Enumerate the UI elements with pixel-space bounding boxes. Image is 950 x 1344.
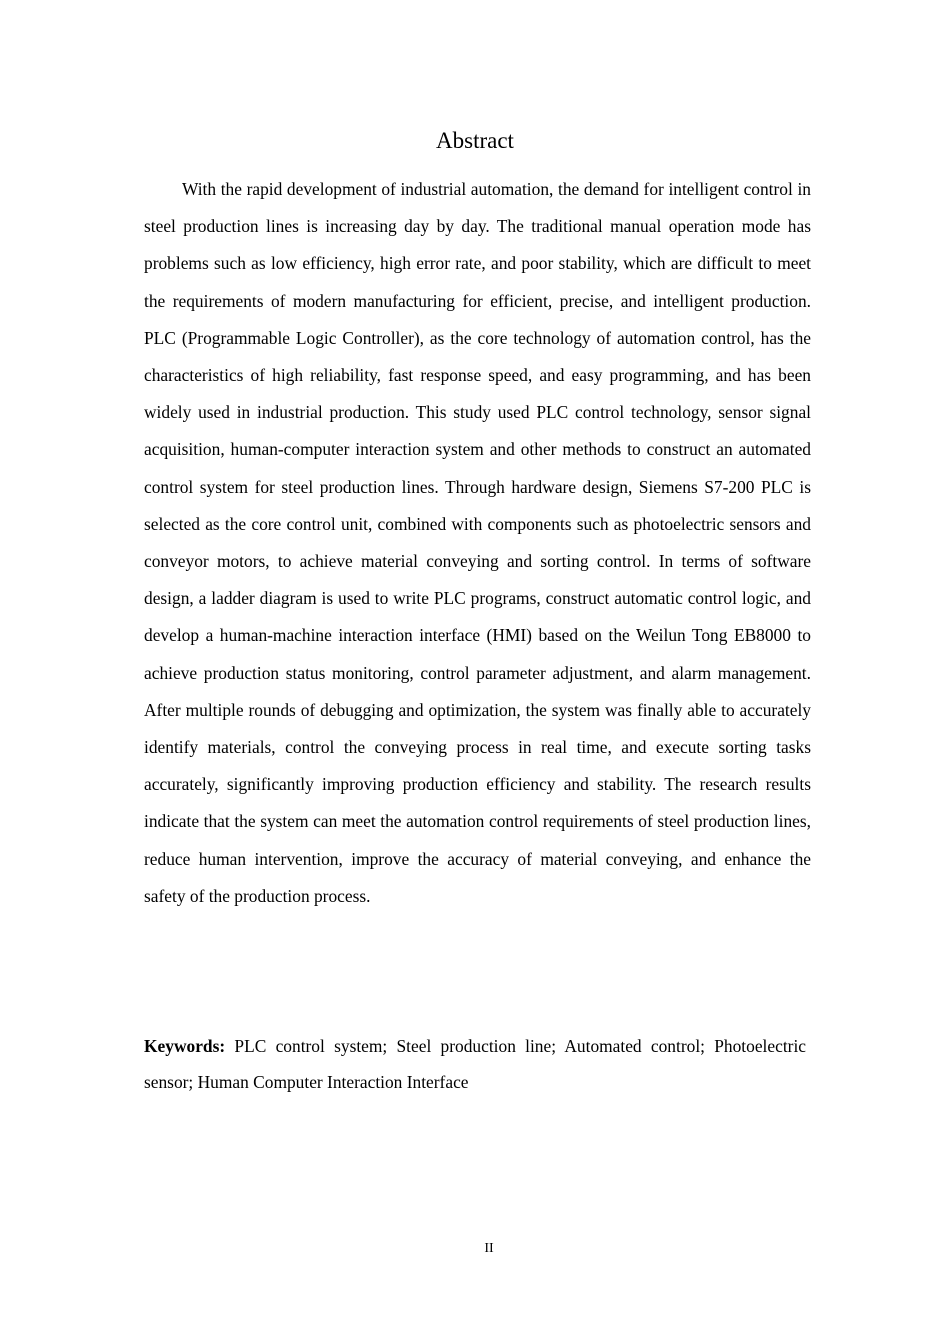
keywords-paragraph (144, 1028, 806, 1100)
keywords-list: PLC control system; Steel production line; Automated control; Photoelectric sensor; Human Computer Interaction Interface (144, 1036, 806, 1092)
abstract-body: With the rapid development of industrial automation, the demand for intelligent control in steel production lines is increasing day by day. The traditional manual operation mode has problems such as low efficiency, high error rate, and poor stability, which are difficult to meet the requirements of modern manufacturing for efficient, precise, and intelligent production. PLC (Programmable Logic Controller), as the core technology of automation control, has the characteristics of high reliability, fast response speed, and easy programming, and has been widely used in industrial production. This study used PLC control technology, sensor signal acquisition, human-computer interaction system and other methods to construct an automated control system for steel production lines. Through hardware design, Siemens S7-200 PLC is selected as the core control unit, combined with components such as photoelectric sensors and conveyor motors, to achieve material conveying and sorting control. In terms of software design, a ladder diagram is used to write PLC programs, construct automatic control logic, and develop a human-machine interaction interface (HMI) based on the Weilun Tong EB8000 to achieve production status monitoring, control parameter adjustment, and alarm management. After multiple rounds of debugging and optimization, the system was finally able to accurately identify materials, control the conveying process in real time, and execute sorting tasks accurately, significantly improving production efficiency and stability. The research results indicate that the system can meet the automation control requirements of steel production lines, reduce human intervention, improve the accuracy of material conveying, and enhance the safety of the production process. (144, 179, 811, 906)
abstract-title: Abstract (436, 128, 514, 153)
keywords-label: Keywords: (144, 1036, 235, 1056)
page-number: II (484, 1241, 494, 1256)
